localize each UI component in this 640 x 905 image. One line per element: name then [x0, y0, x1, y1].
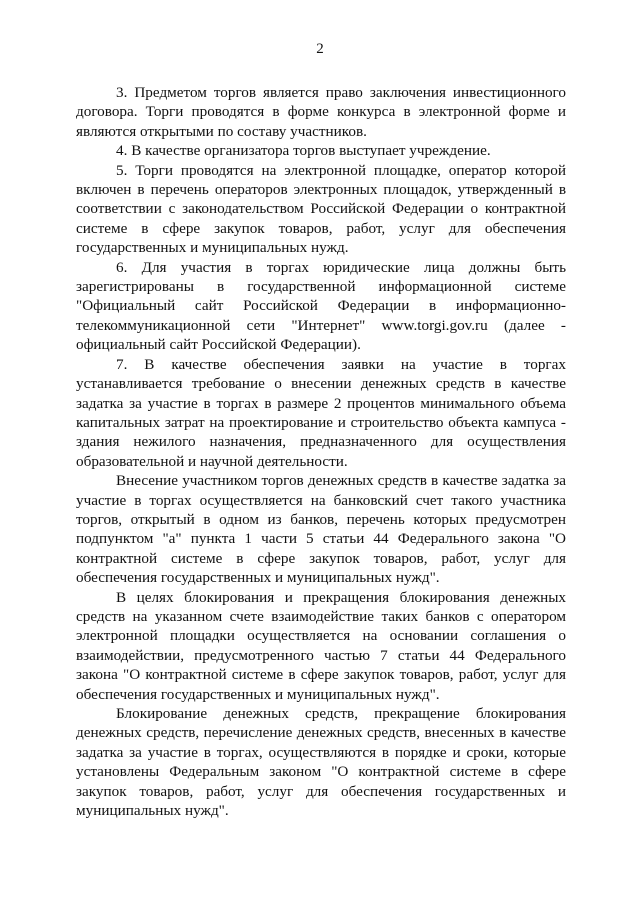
paragraph-item-3: 3. Предметом торгов является право заключения инвестиционного договора. Торги проводятся в форме конкурса в электронной форме и являются открытыми по составу участников. — [76, 84, 566, 140]
paragraph-blocking-procedure: Блокирование денежных средств, прекращение блокирования денежных средств, перечисление денежных средств, внесенных в качестве задатка за участие в торгах, осуществляются в порядке и сроки, которые установлены Федеральным законом "О контрактной системе в сфере закупок товаров, работ, услуг для обеспечения государственных и муниципальных нужд". — [76, 705, 566, 820]
document-body — [76, 83, 566, 820]
paragraph-item-6: 6. Для участия в торгах юридические лица должны быть зарегистрированы в государственной информационной системе "Официальный сайт Российской Федерации в информационно-телекоммуникационной сети "Интернет" www.torgi.gov.ru (далее - официальный сайт Российской Федерации). — [76, 258, 566, 354]
paragraph-deposit-payment: Внесение участником торгов денежных средств в качестве задатка за участие в торгах осуществляется на банковский счет такого участника торгов, открытый в одном из банков, перечень которых предусмотрен подпунктом "а" пункта 1 части 5 статьи 44 Федерального закона "О контрактной системе в сфере закупок товаров, работ, услуг для обеспечения государственных и муниципальных нужд". — [76, 472, 566, 587]
paragraph-item-7: 7. В качестве обеспечения заявки на участие в торгах устанавливается требование о внесении денежных средств в качестве задатка за участие в торгах в размере 2 процентов минимального объема капитальных затрат на проектирование и строительство объекта кампуса - здания нежилого назначения, предназначенного для осуществления образовательной и научной деятельности. — [76, 355, 566, 470]
paragraph-item-5: 5. Торги проводятся на электронной площадке, оператор которой включен в перечень операторов электронных площадок, утвержденный в соответствии с законодательством Российской Федерации о контрактной системе в сфере закупок товаров, работ, услуг для обеспечения государственных и муниципальных нужд. — [76, 161, 566, 257]
page-number: 2 — [316, 41, 324, 57]
paragraph-blocking-interaction: В целях блокирования и прекращения блокирования денежных средств на указанном счете взаимодействие таких банков с оператором электронной площадки осуществляется на основании соглашения о взаимодействии, предусмотренного частью 7 статьи 44 Федерального закона "О контрактной системе в сфере закупок товаров, работ, услуг для обеспечения государственных и муниципальных нужд". — [76, 588, 566, 703]
paragraph-item-4: 4. В качестве организатора торгов выступает учреждение. — [116, 142, 491, 160]
